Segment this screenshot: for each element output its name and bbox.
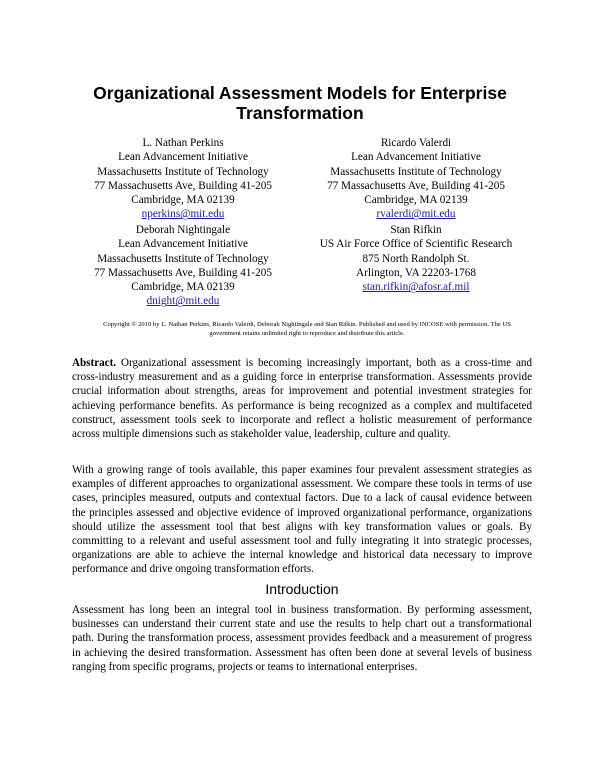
- abstract-paragraph: [72, 356, 532, 441]
- author-address-line1: 77 Massachusetts Ave, Building 41-205: [94, 266, 272, 279]
- author-address-line1: 875 North Randolph St.: [362, 252, 470, 265]
- introduction-paragraph: Assessment has long been an integral tool in business transformation. By performing assessment, businesses can understand their current state and use the results to help chart out a transformational path. During the transformation process, assessment provides feedback and a measurement of progress in achieving the desired transformation. Assessment has often been done at several levels of business ranging from specific programs, projects or teams to international enterprises.: [72, 604, 532, 673]
- author-institution: Massachusetts Institute of Technology: [97, 165, 269, 178]
- author-block-rifkin: [296, 223, 536, 294]
- author-address-line1: 77 Massachusetts Ave, Building 41-205: [327, 179, 505, 192]
- author-address-line1: 77 Massachusetts Ave, Building 41-205: [94, 179, 272, 192]
- author-email-link[interactable]: nperkins@mit.edu: [141, 208, 225, 221]
- author-block-perkins: [63, 136, 303, 222]
- paper-title: Organizational Assessment Models for Enterprise Transformation: [93, 83, 507, 123]
- author-email-link[interactable]: rvalerdi@mit.edu: [376, 208, 456, 221]
- author-name: L. Nathan Perkins: [142, 137, 224, 149]
- author-organization: Lean Advancement Initiative: [118, 238, 248, 251]
- author-name: Ricardo Valerdi: [380, 137, 452, 149]
- author-email-link[interactable]: dnight@mit.edu: [146, 295, 220, 308]
- section-heading-introduction: Introduction: [265, 581, 339, 597]
- copyright-notice: Copyright © 2010 by L. Nathan Perkins, Ricardo Valerdi, Deborah Nightingale and Stan Rifkin. Published and used by INCOSE with permission. The US government retains unlimited right to reproduce and distribute this article.: [103, 321, 511, 337]
- author-institution: Massachusetts Institute of Technology: [97, 252, 269, 265]
- author-email-link[interactable]: stan.rifkin@afosr.af.mil: [362, 281, 470, 294]
- author-address-line2: Cambridge, MA 02139: [131, 194, 235, 207]
- author-name: Stan Rifkin: [390, 224, 442, 236]
- author-institution: Massachusetts Institute of Technology: [330, 165, 502, 178]
- abstract-paragraph-2: With a growing range of tools available, this paper examines four prevalent assessment strategies as examples of different approaches to organizational assessment. We compare these tools in terms of use cases, principles measured, outputs and contextual factors. Due to a lack of causal evidence between the principles assessed and objective evidence of improved organizational performance, organizations should utilize the assessment tool that best aligns with key transformation values or goals. By committing to a relevant and useful assessment tool and fully integrating it into strategic processes, organizations are able to achieve the internal knowledge and historical data necessary to improve performance and drive ongoing transformation efforts.: [72, 464, 532, 576]
- author-name: Deborah Nightingale: [135, 224, 231, 236]
- author-address-line2: Cambridge, MA 02139: [131, 281, 235, 294]
- abstract-text: Organizational assessment is becoming increasingly important, both as a cross-time and cross-industry measurement and as a guiding force in enterprise transformation. Assessments provide crucial information about strengths, areas for improvement and potential investment strategies for achieving performance benefits. As performance is being recognized as a complex and multifaceted construct, assessment tools seek to incorporate and reflect a holistic measurement of performance across multiple dimensions such as stakeholder value, leadership, culture and quality.: [72, 357, 532, 441]
- author-organization: Lean Advancement Initiative: [351, 151, 481, 164]
- author-block-nightingale: [63, 223, 303, 309]
- author-address-line2: Arlington, VA 22203-1768: [356, 266, 476, 279]
- author-organization: US Air Force Office of Scientific Research: [319, 238, 513, 251]
- abstract-label: Abstract.: [72, 357, 117, 369]
- author-block-valerdi: [296, 136, 536, 222]
- author-organization: Lean Advancement Initiative: [118, 151, 248, 164]
- author-address-line2: Cambridge, MA 02139: [364, 194, 468, 207]
